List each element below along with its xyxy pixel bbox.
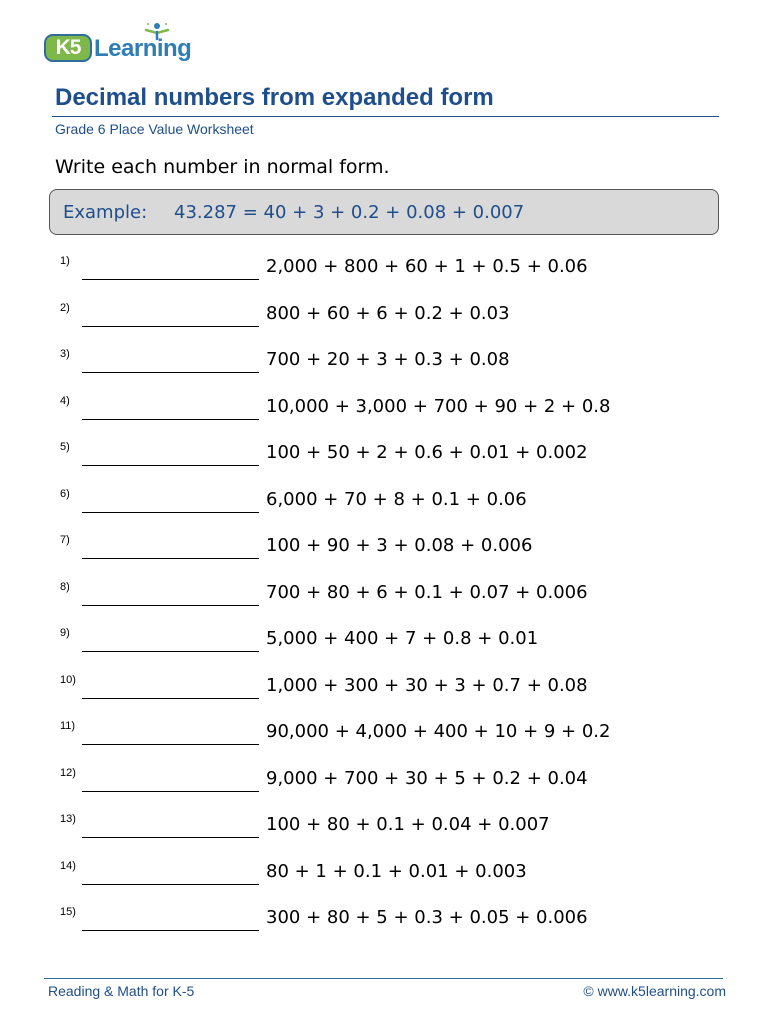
problem-row	[0, 297, 768, 344]
problem-row	[0, 855, 768, 902]
answer-line[interactable]	[82, 791, 259, 792]
problem-list	[0, 250, 768, 948]
answer-line[interactable]	[82, 512, 259, 513]
answer-line[interactable]	[82, 651, 259, 652]
problem-number: 11)	[60, 720, 76, 732]
problem-number: 7)	[60, 534, 70, 546]
problem-row	[0, 669, 768, 716]
problem-expression: 700 + 20 + 3 + 0.3 + 0.08	[266, 349, 510, 370]
problem-number: 3)	[60, 348, 70, 360]
logo-figure-icon	[144, 22, 170, 40]
problem-expression: 80 + 1 + 0.1 + 0.01 + 0.003	[266, 860, 527, 882]
answer-line[interactable]	[82, 605, 259, 606]
answer-line[interactable]	[82, 744, 259, 745]
example-box	[49, 189, 719, 235]
problem-expression: 10,000 + 3,000 + 700 + 90 + 2 + 0.8	[266, 395, 611, 417]
problem-number: 5)	[60, 441, 70, 453]
problem-expression: 100 + 90 + 3 + 0.08 + 0.006	[266, 535, 533, 556]
example-expression: 43.287 = 40 + 3 + 0.2 + 0.08 + 0.007	[174, 202, 525, 223]
answer-line[interactable]	[82, 326, 259, 327]
logo-badge: K5	[44, 34, 92, 62]
problem-row	[0, 715, 768, 762]
answer-line[interactable]	[82, 279, 259, 280]
footer-divider	[44, 978, 723, 979]
problem-expression: 6,000 + 70 + 8 + 0.1 + 0.06	[266, 488, 527, 510]
problem-row	[0, 436, 768, 483]
problem-number: 10)	[60, 673, 76, 686]
answer-line[interactable]	[82, 558, 259, 559]
instructions: Write each number in normal form.	[55, 156, 390, 178]
problem-expression: 2,000 + 800 + 60 + 1 + 0.5 + 0.06	[266, 256, 588, 277]
problem-number: 9)	[60, 627, 70, 639]
footer-tagline: Reading & Math for K-5	[48, 983, 195, 999]
worksheet-subtitle: Grade 6 Place Value Worksheet	[55, 121, 254, 137]
page-title: Decimal numbers from expanded form	[55, 84, 494, 111]
problem-row	[0, 576, 768, 623]
title-divider	[52, 116, 719, 117]
problem-number: 6)	[60, 487, 70, 500]
problem-expression: 700 + 80 + 6 + 0.1 + 0.07 + 0.006	[266, 581, 588, 603]
problem-row	[0, 390, 768, 437]
problem-number: 8)	[60, 580, 70, 593]
problem-row	[0, 483, 768, 530]
answer-line[interactable]	[82, 419, 259, 420]
problem-number: 13)	[60, 813, 76, 825]
problem-expression: 1,000 + 300 + 30 + 3 + 0.7 + 0.08	[266, 674, 588, 696]
problem-expression: 9,000 + 700 + 30 + 5 + 0.2 + 0.04	[266, 767, 588, 789]
problem-expression: 100 + 80 + 0.1 + 0.04 + 0.007	[266, 814, 550, 835]
answer-line[interactable]	[82, 884, 259, 885]
problem-expression: 100 + 50 + 2 + 0.6 + 0.01 + 0.002	[266, 442, 588, 463]
problem-row	[0, 901, 768, 948]
answer-line[interactable]	[82, 837, 259, 838]
problem-number: 4)	[60, 394, 70, 407]
problem-number: 1)	[60, 255, 70, 267]
example-label: Example:	[63, 202, 148, 223]
problem-number: 2)	[60, 301, 70, 314]
problem-expression: 800 + 60 + 6 + 0.2 + 0.03	[266, 302, 510, 324]
problem-row	[0, 762, 768, 809]
problem-row	[0, 622, 768, 669]
problem-row	[0, 808, 768, 855]
footer-website-link[interactable]: © www.k5learning.com	[583, 983, 726, 999]
problem-row	[0, 529, 768, 576]
problem-row	[0, 250, 768, 297]
problem-number: 12)	[60, 766, 76, 779]
logo-wordmark: Learning	[94, 35, 192, 62]
problem-expression: 5,000 + 400 + 7 + 0.8 + 0.01	[266, 628, 539, 649]
answer-line[interactable]	[82, 930, 259, 931]
answer-line[interactable]	[82, 372, 259, 373]
k5-learning-logo	[44, 26, 204, 66]
answer-line[interactable]	[82, 465, 259, 466]
problem-expression: 300 + 80 + 5 + 0.3 + 0.05 + 0.006	[266, 907, 588, 928]
answer-line[interactable]	[82, 698, 259, 699]
problem-expression: 90,000 + 4,000 + 400 + 10 + 9 + 0.2	[266, 721, 611, 742]
problem-number: 15)	[60, 906, 76, 918]
problem-row	[0, 343, 768, 390]
problem-number: 14)	[60, 859, 76, 872]
